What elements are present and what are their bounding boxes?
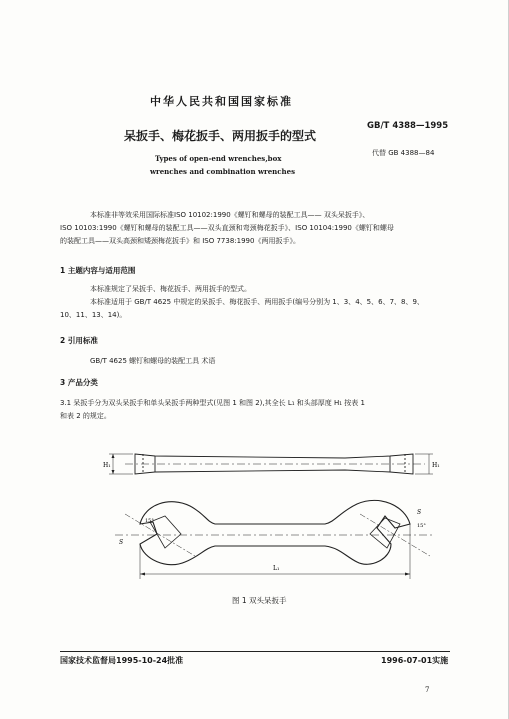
normative-reference: GB/T 4625 螺钉和螺母的装配工具 术语: [90, 357, 216, 365]
s-label-right: S: [417, 509, 422, 516]
h1-label-left: H₁: [103, 462, 111, 469]
replaces-note: 代替 GB 4388—84: [372, 149, 435, 157]
english-title-line-2: wrenches and combination wrenches: [150, 167, 296, 176]
angle-label-left: 15°: [145, 518, 154, 524]
section-3-1-line-1: 3.1 呆扳手分为双头呆扳手和单头呆扳手两种型式(见图 1 和图 2),其全长 L₁ 和头部厚度 H₁ 按表 1: [60, 399, 365, 407]
page-number: 7: [425, 686, 430, 694]
s-label-left: S: [119, 539, 124, 546]
standard-header: 中华人民共和国国家标准: [150, 95, 293, 108]
intro-line-1: 本标准非等效采用国际标准ISO 10102:1990《螺钉和螺母的装配工具—— 双头呆扳手》、: [90, 211, 370, 219]
effective-date: 1996-07-01实施: [381, 656, 449, 665]
section-2-heading: 2 引用标准: [60, 336, 98, 345]
section-1-paragraph-2-line-2: 10、11、13、14)。: [60, 311, 127, 319]
figure-caption: 图 1 双头呆扳手: [232, 596, 287, 605]
section-1-heading: 1 主题内容与适用范围: [60, 266, 136, 275]
section-3-heading: 3 产品分类: [60, 378, 98, 387]
intro-line-3: 的装配工具——双头高颈和矮颈梅花扳手》和 ISO 7738:1990《两用扳手》。: [60, 237, 300, 245]
double-open-end-wrench-drawing: [95, 444, 440, 589]
footer-rule: [60, 651, 450, 652]
intro-line-2: ISO 10103:1990《螺钉和螺母的装配工具——双头直颈和弯颈梅花扳手》、ISO 10104:1990《螺钉和螺母: [60, 224, 394, 232]
standard-number: GB/T 4388—1995: [367, 121, 449, 131]
l1-label: L₁: [273, 565, 280, 572]
h1-label-right: H₁: [432, 462, 440, 469]
approval-date: 国家技术监督局1995-10-24批准: [60, 656, 184, 665]
section-1-paragraph-1: 本标准规定了呆扳手、梅花扳手、两用扳手的型式。: [90, 285, 251, 293]
section-1-paragraph-2-line-1: 本标准适用于 GB/T 4625 中规定的呆扳手、梅花扳手、两用扳手(编号分别为 1、3、4、5、6、7、8、9、: [90, 298, 424, 306]
document-title: 呆扳手、梅花扳手、两用扳手的型式: [124, 129, 317, 143]
section-3-1-line-2: 和表 2 的规定。: [60, 412, 111, 420]
english-title-line-1: Types of open-end wrenches,box: [155, 154, 282, 163]
angle-label-right: 15°: [417, 523, 426, 529]
